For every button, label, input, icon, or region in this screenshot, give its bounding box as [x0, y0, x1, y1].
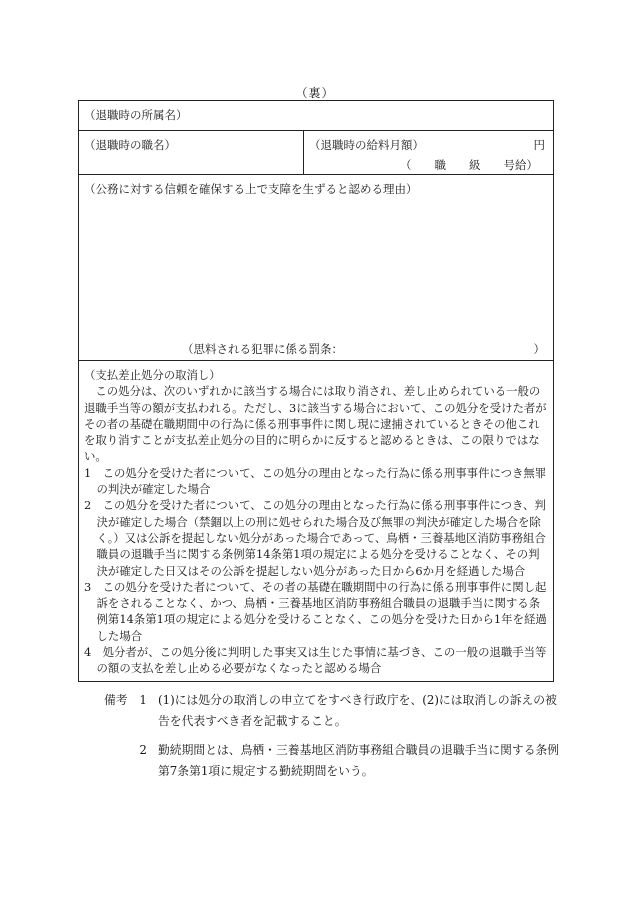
remark-2: [104, 740, 564, 782]
cancel-item: 1 この処分を受けた者について、この処分の理由となった行為に係る刑事事件につき無罪の判決が確定した場合: [84, 465, 547, 497]
remarks: [104, 690, 564, 782]
position-label: （退職時の職名）: [84, 138, 176, 152]
penalty-close: ）: [533, 342, 545, 356]
cancellation-row: [79, 361, 553, 681]
cancel-item: 4 処分者が、この処分後に判明した事実又は生じた事情に基づき、この一般の退職手当等の額の支払を差し止める必要がなくなったと認める場合: [84, 645, 547, 676]
retirement-form: [78, 100, 554, 682]
remark-2-head: 2: [104, 743, 147, 757]
remark-1-head: 備考 1: [104, 693, 147, 707]
position-salary-row: [79, 131, 553, 175]
salary-label: （退職時の給料月額）: [309, 138, 424, 152]
cancel-item: 3 この処分を受けた者について、その者の基礎在職期間中の行為に係る刑事事件に関し起訴をされることなく、かつ、鳥栖・三養基地区消防事務組合職員の退職手当に関する条例第14条第1項の規定による処分を受けることなく、この処分を受けた日から1年を経過した場合: [84, 579, 547, 643]
cancel-intro: この処分は、次のいずれかに該当する場合には取り消され、差し止められている一般の退職手当等の額が支払われる。ただし、3に該当する場合において、この処分を受けた者がその者の基礎在職期間中の行為に係る刑事事件に関し現に逮捕されているときその他これを取り消すことが支払差止処分の目的に明らかに反すると認めるときは、この限りではない。: [84, 384, 547, 464]
grade-line: （ 職 級 号給）: [400, 158, 538, 172]
reason-row: [79, 175, 553, 361]
department-label: （退職時の所属名）: [84, 108, 188, 122]
salary-cell: [304, 131, 553, 174]
cancel-title: （支払差止処分の取消し）: [84, 368, 221, 382]
salary-unit: 円: [533, 138, 545, 152]
penalty-label: （思料される犯罪に係る罰条：: [182, 342, 343, 356]
remark-2-body: 勤続期間とは、鳥栖・三養基地区消防事務組合職員の退職手当に関する条例第7条第1項に規定する勤続期間をいう。: [158, 743, 560, 778]
department-row: [79, 101, 553, 131]
page-side-label: （裏）: [295, 86, 335, 100]
reason-label: （公務に対する信頼を確保する上で支障を生ずると認める理由）: [84, 182, 418, 196]
position-cell: [79, 131, 304, 174]
penalty-line: [182, 341, 545, 357]
cancel-item: 2 この処分を受けた者について、この処分の理由となった行為に係る刑事事件につき、判決が確定した場合（禁錮以上の刑に処せられた場合及び無罪の判決が確定した場合を除く。）又は公訴を提起しない処分があった場合であって、鳥栖・三養基地区消防事務組合職員の退職手当に関する条例第14条第1項の規定による処分を受けることなく、その判決が確定した日又はその公訴を提起しない処分があった日から6か月を経過した場合: [84, 498, 546, 578]
remark-1-body: (1)には処分の取消しの申立てをすべき行政庁を、(2)には取消しの訴えの被告を代表すべき者を記載すること。: [158, 693, 557, 728]
remark-1: [104, 690, 564, 732]
